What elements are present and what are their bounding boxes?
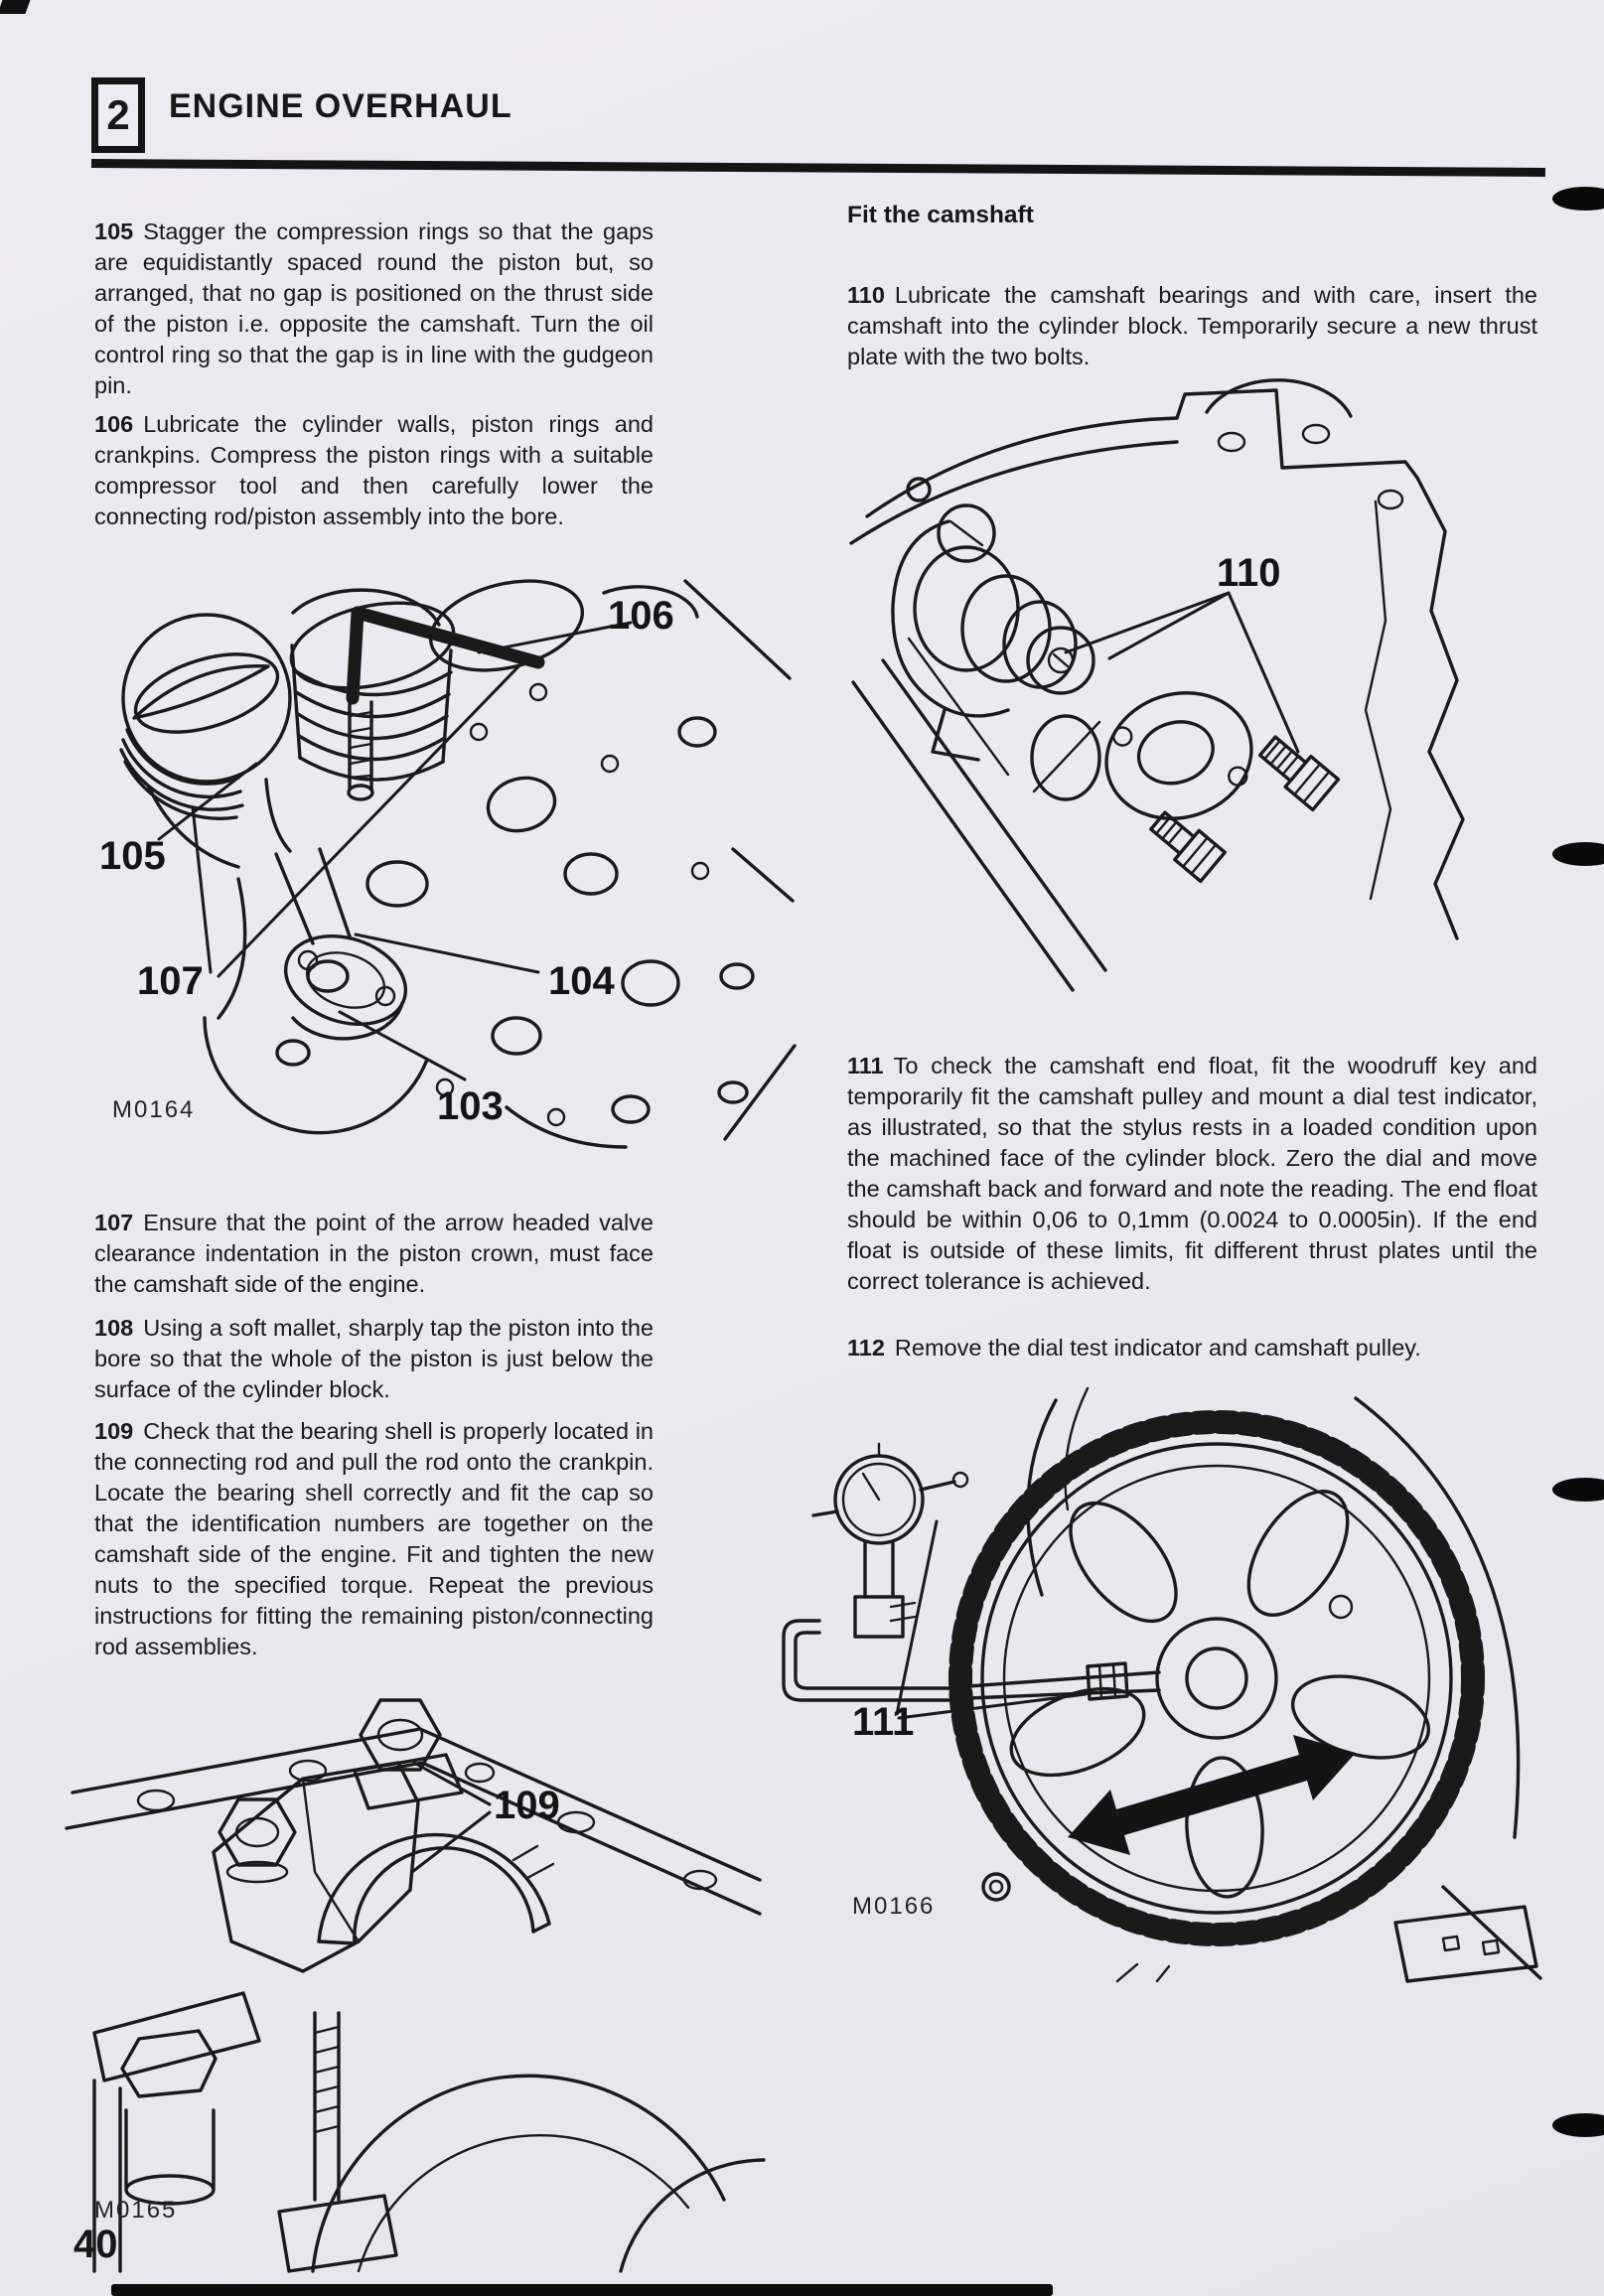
callout-107: 107 [137, 959, 204, 1003]
callout-109: 109 [494, 1784, 560, 1827]
step-text: Lubricate the cylinder walls, piston rings and crankpins. Compress the piston rings with a suitable compressor tool and then carefully lower the connecting rod/piston assembly into the bore. [94, 410, 654, 529]
binding-hole [1552, 842, 1604, 866]
paragraph-110 [847, 280, 1537, 372]
paragraph-106 [94, 409, 654, 532]
binding-hole [1552, 2113, 1604, 2137]
paragraph-108 [94, 1313, 654, 1405]
step-text: Remove the dial test indicator and camshaft pulley. [894, 1334, 1421, 1361]
step-number: 106 [94, 410, 134, 437]
step-text: Using a soft mallet, sharply tap the piston into the bore so that the whole of the piston is just below the surface of the cylinder block. [94, 1314, 654, 1402]
figure-endfloat-check [760, 1370, 1549, 1981]
header-rule [91, 159, 1545, 177]
step-number: 107 [94, 1209, 134, 1235]
step-text: Check that the bearing shell is properly located in the connecting rod and pull the rod onto the crankpin. Locate the bearing shell correctly and fit the cap so that the identification numbers are together on the camshaft side of the engine. Fit and tighten the new nuts to the specified torque. Repeat the previous instructions for fitting the remaining piston/connecting rod assemblies. [94, 1417, 654, 1659]
step-text: Lubricate the camshaft bearings and with care, insert the camshaft into the cylinder block. Temporarily secure a new thrust plate with the two bolts. [847, 281, 1537, 369]
page-number: 40 [73, 2223, 118, 2266]
step-number: 108 [94, 1314, 134, 1341]
callout-111: 111 [852, 1700, 915, 1744]
figure-camshaft-fitting [849, 382, 1549, 993]
figure-piston-installation [89, 551, 795, 1157]
callout-104: 104 [548, 959, 615, 1003]
step-number: 112 [847, 1334, 885, 1361]
paragraph-112 [847, 1333, 1537, 1363]
step-text: Ensure that the point of the arrow headed valve clearance indentation in the piston crown, must face the camshaft side of the engine. [94, 1209, 654, 1297]
step-number: 105 [94, 217, 134, 244]
step-number: 110 [847, 281, 885, 308]
figure-caption-m0165: M0165 [94, 2197, 178, 2224]
callout-105: 105 [99, 834, 166, 878]
callout-110: 110 [1217, 551, 1281, 595]
chapter-number: 2 [106, 91, 130, 138]
binding-hole [1552, 187, 1604, 211]
figure-bearing-shell [65, 1644, 765, 2274]
page-title: ENGINE OVERHAUL [169, 87, 512, 125]
step-text: Stagger the compression rings so that the gaps are equidistantly spaced round the piston but, so arranged, that no gap is positioned on the thrust side of the piston i.e. opposite the camshaft. Turn the oil control ring so that the gap is in line with the gudgeon pin. [94, 217, 654, 398]
paragraph-107 [94, 1208, 654, 1300]
paragraph-111 [847, 1051, 1537, 1297]
step-number: 111 [847, 1052, 884, 1078]
callout-103: 103 [437, 1084, 504, 1128]
chapter-number-box [91, 77, 145, 153]
scan-corner-mark [0, 0, 31, 14]
binding-hole [1552, 1478, 1604, 1502]
figure-caption-m0166: M0166 [852, 1893, 936, 1920]
step-text: To check the camshaft end float, fit the woodruff key and temporarily fit the camshaft pulley and mount a dial test indicator, as illustrated, so that the stylus rests in a loaded condition upon the machined face of the cylinder block. Zero the dial and move the camshaft back and forward and note the reading. The end float should be within 0,06 to 0,1mm (0.0024 to 0.0005in). If the end float is outside of these limits, fit different thrust plates until the correct tolerance is achieved. [847, 1052, 1537, 1294]
step-number: 109 [94, 1417, 134, 1444]
callout-106: 106 [608, 594, 674, 638]
paragraph-109 [94, 1416, 654, 1662]
section-heading: Fit the camshaft [847, 202, 1034, 228]
scan-edge-bar [111, 2284, 1053, 2296]
paragraph-105 [94, 216, 654, 401]
figure-caption-m0164: M0164 [112, 1096, 196, 1123]
